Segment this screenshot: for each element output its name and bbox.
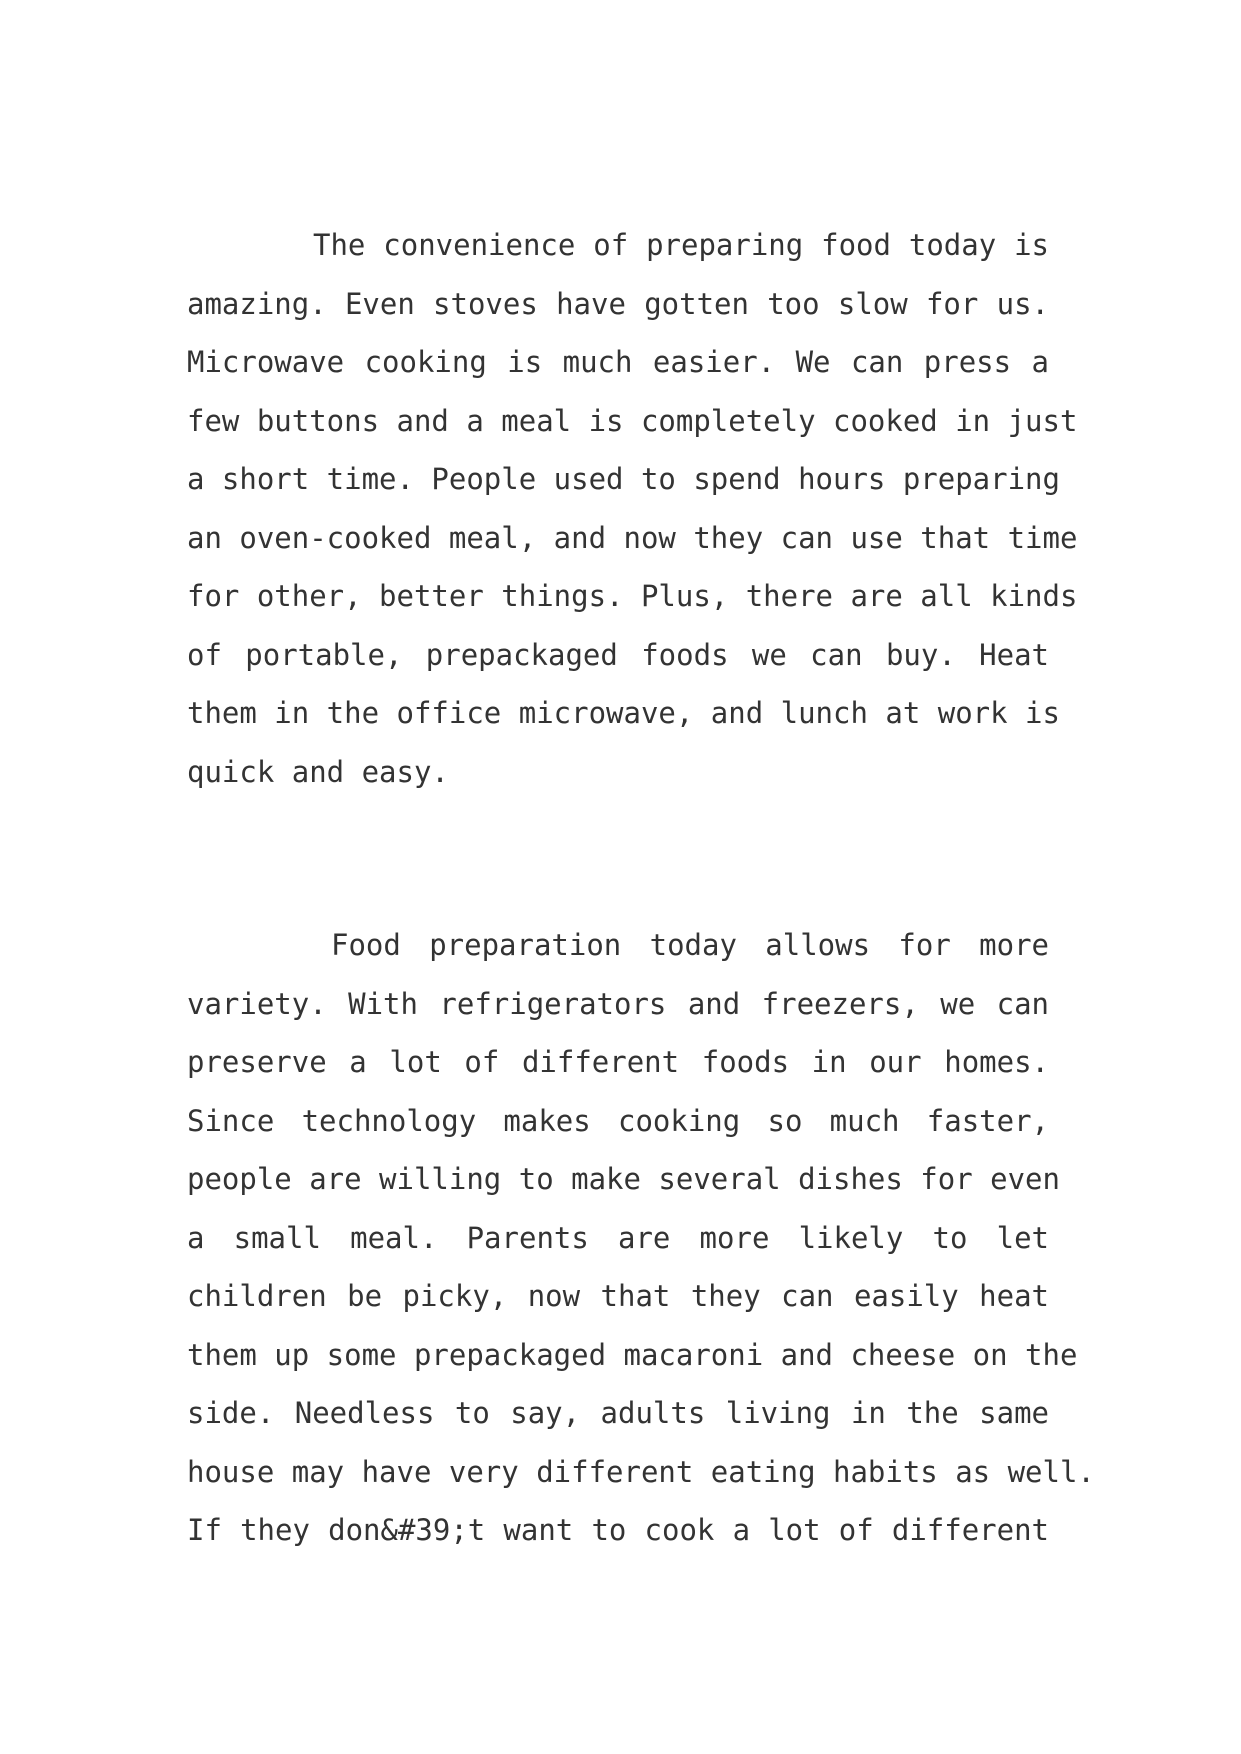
paragraph-line: variety. With refrigerators and freezers, we can: [187, 986, 1049, 1021]
paragraph-line: amazing. Even stoves have gotten too slow for us.: [187, 286, 1049, 321]
paragraph-line: Since technology makes cooking so much faster,: [187, 1103, 1049, 1138]
paragraph-line: house may have very different eating habits as well.: [187, 1454, 1095, 1489]
paragraph-line: children be picky, now that they can easily heat: [187, 1279, 1049, 1313]
paragraph-line: side. Needless to say, adults living in the same: [187, 1396, 1049, 1430]
paragraph-line: of portable, prepackaged foods we can buy. Heat: [187, 637, 1049, 672]
paragraph-line: quick and easy.: [187, 754, 449, 789]
paragraph-line: few buttons and a meal is completely cooked in just: [187, 403, 1078, 438]
paragraph-line: Food preparation today allows for more: [331, 928, 1049, 962]
paragraph-line: a small meal. Parents are more likely to let: [187, 1220, 1049, 1255]
paragraph-line: Microwave cooking is much easier. We can press a: [187, 345, 1049, 379]
paragraph-line: an oven-cooked meal, and now they can use that time: [187, 520, 1078, 555]
paragraph-line: for other, better things. Plus, there are all kinds: [187, 579, 1078, 613]
paragraph-line: If they don&#39;t want to cook a lot of different: [187, 1513, 1049, 1547]
paragraph-line: a short time. People used to spend hours preparing: [187, 462, 1060, 496]
paragraph-2: [187, 916, 1095, 1560]
paragraph-line: them up some prepackaged macaroni and cheese on the: [187, 1337, 1078, 1372]
paragraph-line: preserve a lot of different foods in our homes.: [187, 1045, 1049, 1079]
paragraph-line: people are willing to make several dishes for even: [187, 1162, 1060, 1196]
paragraph-line: them in the office microwave, and lunch at work is: [187, 696, 1060, 730]
paragraph-line: The convenience of preparing food today is: [313, 228, 1049, 262]
paragraph-1: [187, 216, 1078, 801]
